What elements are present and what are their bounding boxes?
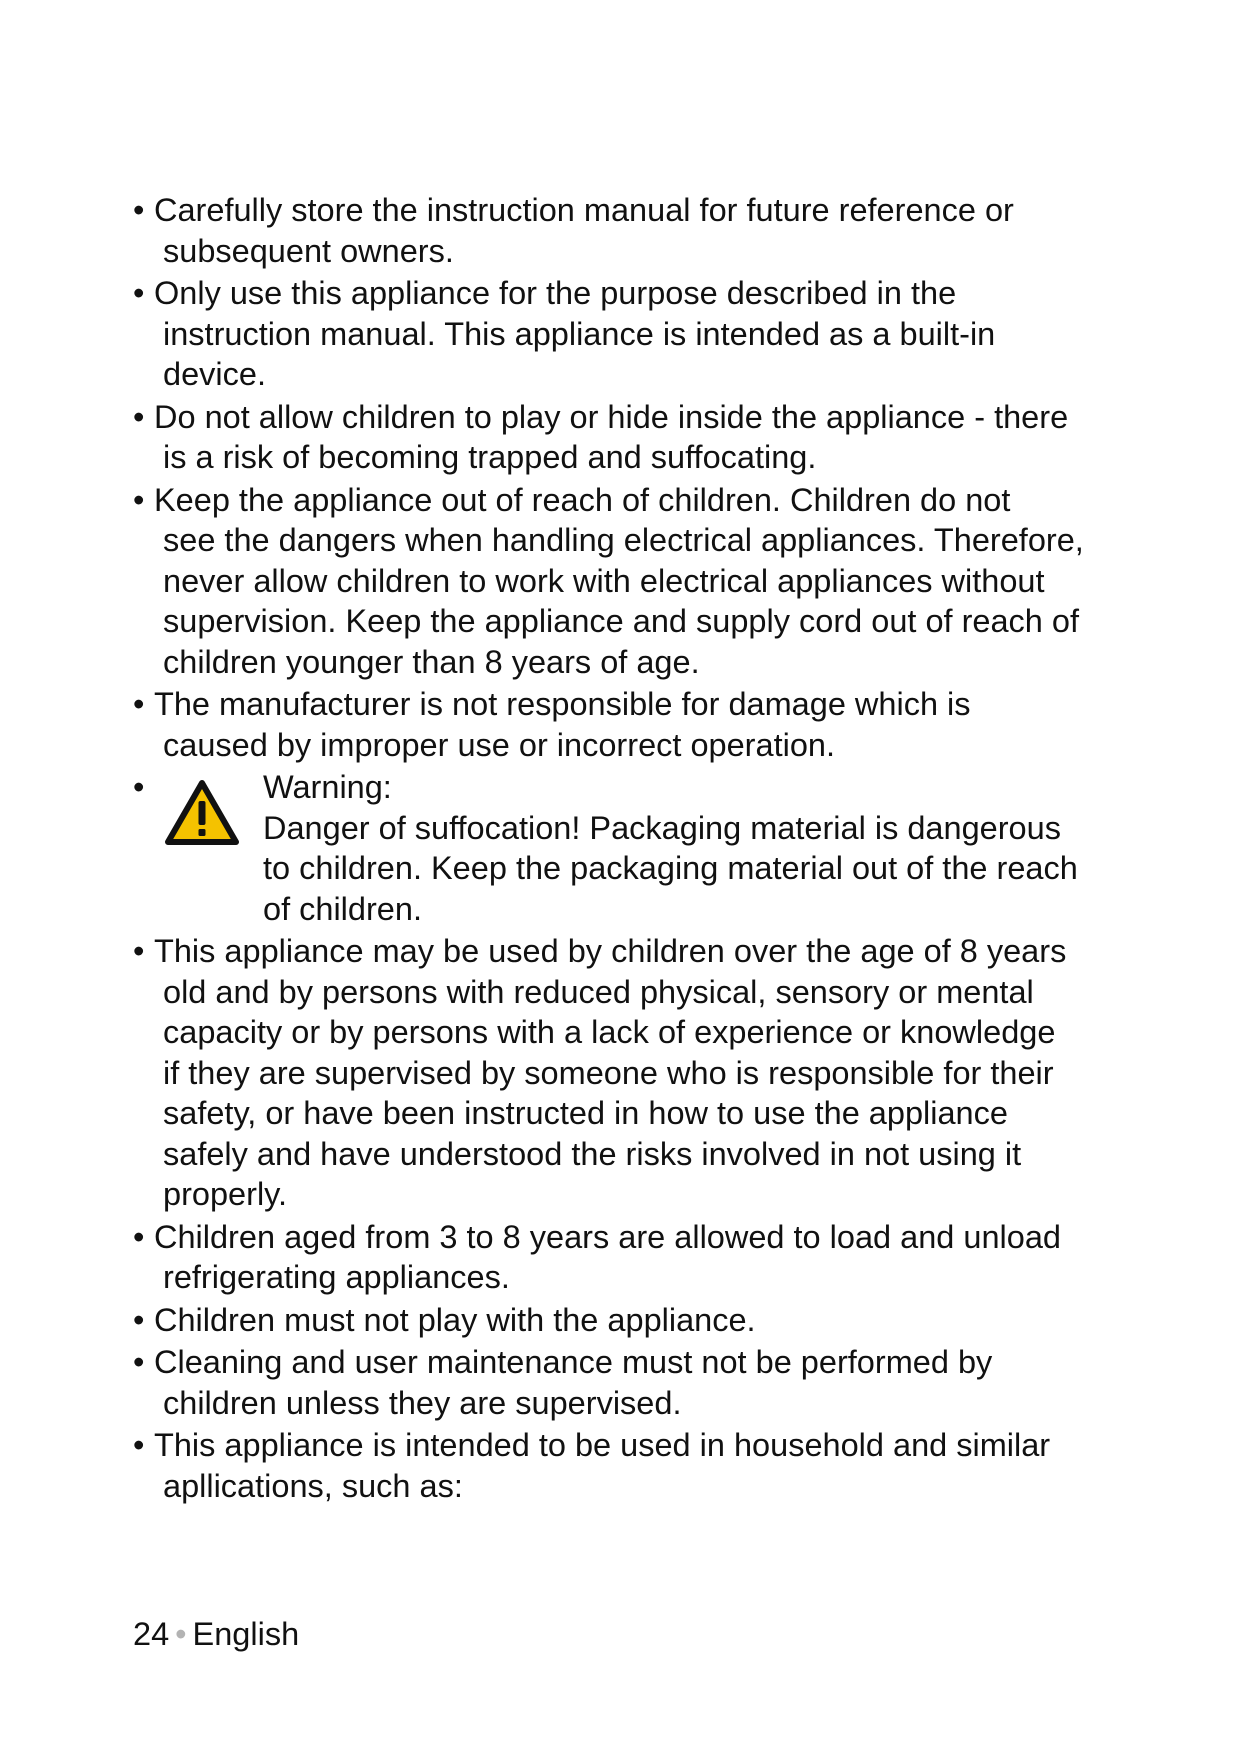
- bullet: •: [133, 686, 145, 722]
- bullet: •: [133, 1218, 145, 1255]
- item-line: never allow children to work with electrical appliances without: [163, 562, 1045, 599]
- item-line: apllications, such as:: [163, 1467, 463, 1504]
- item-line: This appliance is intended to be used in household and similar: [154, 1427, 1051, 1463]
- bullet: •: [133, 275, 145, 311]
- item-line: Cleaning and user maintenance must not be performed by: [154, 1344, 993, 1380]
- warning-emphasis: Danger of suffocation!: [263, 809, 581, 846]
- bullet: •: [133, 1427, 145, 1463]
- warning-line: to children. Keep the packaging material out of the reach: [263, 850, 1078, 886]
- bullet: •: [133, 192, 145, 228]
- item-line: children younger than 8 years of age.: [163, 643, 700, 680]
- item-line: children unless they are supervised.: [163, 1384, 682, 1421]
- footer-language: English: [192, 1616, 300, 1652]
- list-item: [0, 273, 1123, 395]
- list-item: [0, 190, 1123, 271]
- item-line: Children must not play with the appliance.: [154, 1301, 756, 1338]
- item-line: supervision. Keep the appliance and supply cord out of reach of: [163, 603, 1080, 639]
- list-item: [0, 1425, 1123, 1506]
- page-footer: [133, 1614, 299, 1654]
- item-line: device.: [163, 356, 266, 392]
- bullet: •: [133, 933, 145, 969]
- warning-line: [263, 808, 1123, 849]
- item-line: safety, or have been instructed in how to use the appliance: [163, 1095, 1008, 1131]
- item-line: safely and have understood the risks involved in not using it: [163, 1135, 1022, 1172]
- item-line: properly.: [163, 1176, 288, 1212]
- list-item: [0, 684, 1123, 765]
- warning-text: Packaging material is dangerous: [580, 809, 1061, 846]
- item-line: refrigerating appliances.: [163, 1259, 510, 1295]
- item-line: subsequent owners.: [163, 232, 454, 269]
- item-line: Do not allow children to play or hide inside the appliance - there: [154, 398, 1069, 435]
- list-item: [0, 1342, 1123, 1423]
- item-line: The manufacturer is not responsible for damage which is: [154, 686, 971, 722]
- item-line: is a risk of becoming trapped and suffocating.: [163, 439, 817, 475]
- item-line: if they are supervised by someone who is responsible for their: [163, 1054, 1054, 1091]
- item-line: Keep the appliance out of reach of children. Children do not: [154, 481, 1011, 518]
- warning-triangle-icon: [164, 779, 240, 847]
- page-number: 24: [133, 1616, 170, 1652]
- list-item: [0, 480, 1123, 683]
- list-item: [0, 931, 1123, 1215]
- item-line: caused by improper use or incorrect operation.: [163, 726, 836, 763]
- bullet: •: [133, 1301, 145, 1338]
- warning-block: [0, 767, 1123, 929]
- item-line: Carefully store the instruction manual for future reference or: [154, 192, 1014, 228]
- item-line: instruction manual. This appliance is intended as a built-in: [163, 315, 996, 352]
- list-item: [0, 1300, 1123, 1341]
- item-line: Only use this appliance for the purpose described in the: [154, 275, 957, 311]
- item-line: This appliance may be used by children over the age of 8 years: [154, 933, 1067, 969]
- bullet: •: [133, 769, 145, 805]
- list-item: [0, 1217, 1123, 1298]
- bullet: •: [133, 481, 145, 518]
- bullet: •: [133, 398, 145, 435]
- warning-heading: Warning:: [263, 769, 392, 805]
- safety-instructions: [0, 190, 1241, 1508]
- list-item: [0, 397, 1123, 478]
- footer-separator: •: [175, 1616, 187, 1652]
- item-line: capacity or by persons with a lack of experience or knowledge: [163, 1014, 1056, 1050]
- item-line: see the dangers when handling electrical appliances. Therefore,: [163, 522, 1084, 558]
- item-line: Children aged from 3 to 8 years are allowed to load and unload: [154, 1218, 1061, 1255]
- warning-line: of children.: [263, 890, 422, 927]
- item-line: old and by persons with reduced physical, sensory or mental: [163, 973, 1034, 1010]
- bullet: •: [133, 1344, 145, 1380]
